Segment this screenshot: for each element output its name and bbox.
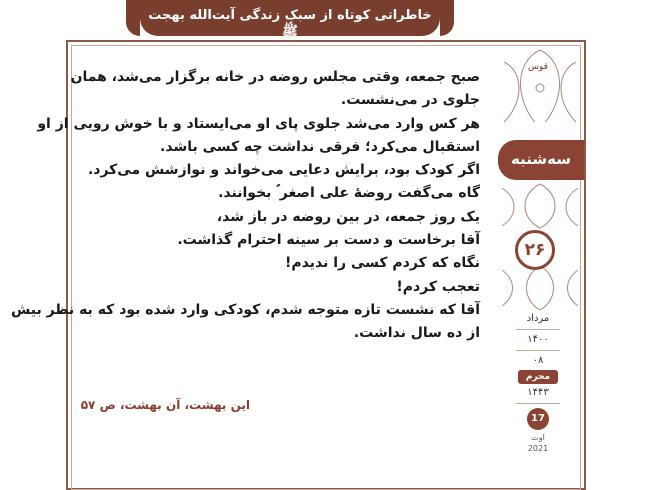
day-number-circle: [515, 230, 555, 270]
solar-month: مرداد: [526, 313, 550, 324]
text-line: هر کس وارد می‌شد جلوی پای او می‌ایستاد و با خوش رویی از او: [37, 115, 480, 132]
solar-year: ۱۴۰۰: [527, 334, 549, 345]
text-line: جلوی در می‌نشست.: [340, 92, 480, 109]
divider: [516, 350, 560, 351]
gregorian-day: 17: [527, 408, 549, 430]
text-line: نگاه که کردم کسی را ندیدم!: [285, 255, 480, 272]
hijri-day: ۰۸: [532, 355, 544, 366]
banner-title: خاطراتی کوتاه از سبک زندگی آیت‌الله بهجت ﷺ: [148, 8, 432, 39]
zodiac-label: قوس: [528, 62, 548, 72]
day-name-badge: [498, 140, 584, 180]
narrative-text: [10, 66, 480, 346]
day-number: ۲۶: [524, 240, 546, 260]
source-citation: این بهشت، آن بهشت، ص ۵۷: [80, 398, 250, 412]
text-line: استقبال می‌کرد؛ فرقی نداشت چه کسی باشد.: [160, 138, 480, 155]
floral-ornament-low-icon: [494, 262, 586, 312]
title-banner: [140, 0, 440, 39]
text-line: از ده سال نداشت.: [353, 325, 480, 342]
text-line: اگر کودک بود، برایش دعایی می‌خواند و نوازشش می‌کرد.: [87, 162, 480, 179]
calendar-details: [510, 312, 566, 454]
text-line: گاه می‌گفت روضهٔ علی اصغر ؑ بخوانند.: [218, 185, 480, 202]
text-line: یک روز جمعه، در بین روضه در باز شد،: [216, 208, 480, 225]
divider: [516, 403, 560, 404]
floral-ornament-mid-icon: [494, 182, 586, 230]
hijri-year: ۱۴۴۳: [527, 387, 549, 398]
day-name: سه‌شنبه: [511, 150, 571, 168]
divider: [516, 329, 560, 330]
floral-ornament-top-icon: [494, 42, 590, 122]
text-line: تعجب کردم!: [396, 278, 480, 295]
gregorian-year: 2021: [527, 444, 549, 453]
text-line: آقا برخاست و دست بر سینه احترام گذاشت.: [177, 232, 480, 249]
gregorian-month: اوت: [531, 433, 545, 442]
text-line: آقا که نشست تازه متوجه شدم، کودکی وارد شده بود که به نظر بیش: [10, 301, 480, 318]
hijri-month-badge: محرم: [518, 370, 558, 384]
text-line: صبح جمعه، وقتی مجلس روضه در خانه برگزار می‌شد، همان: [70, 69, 480, 85]
